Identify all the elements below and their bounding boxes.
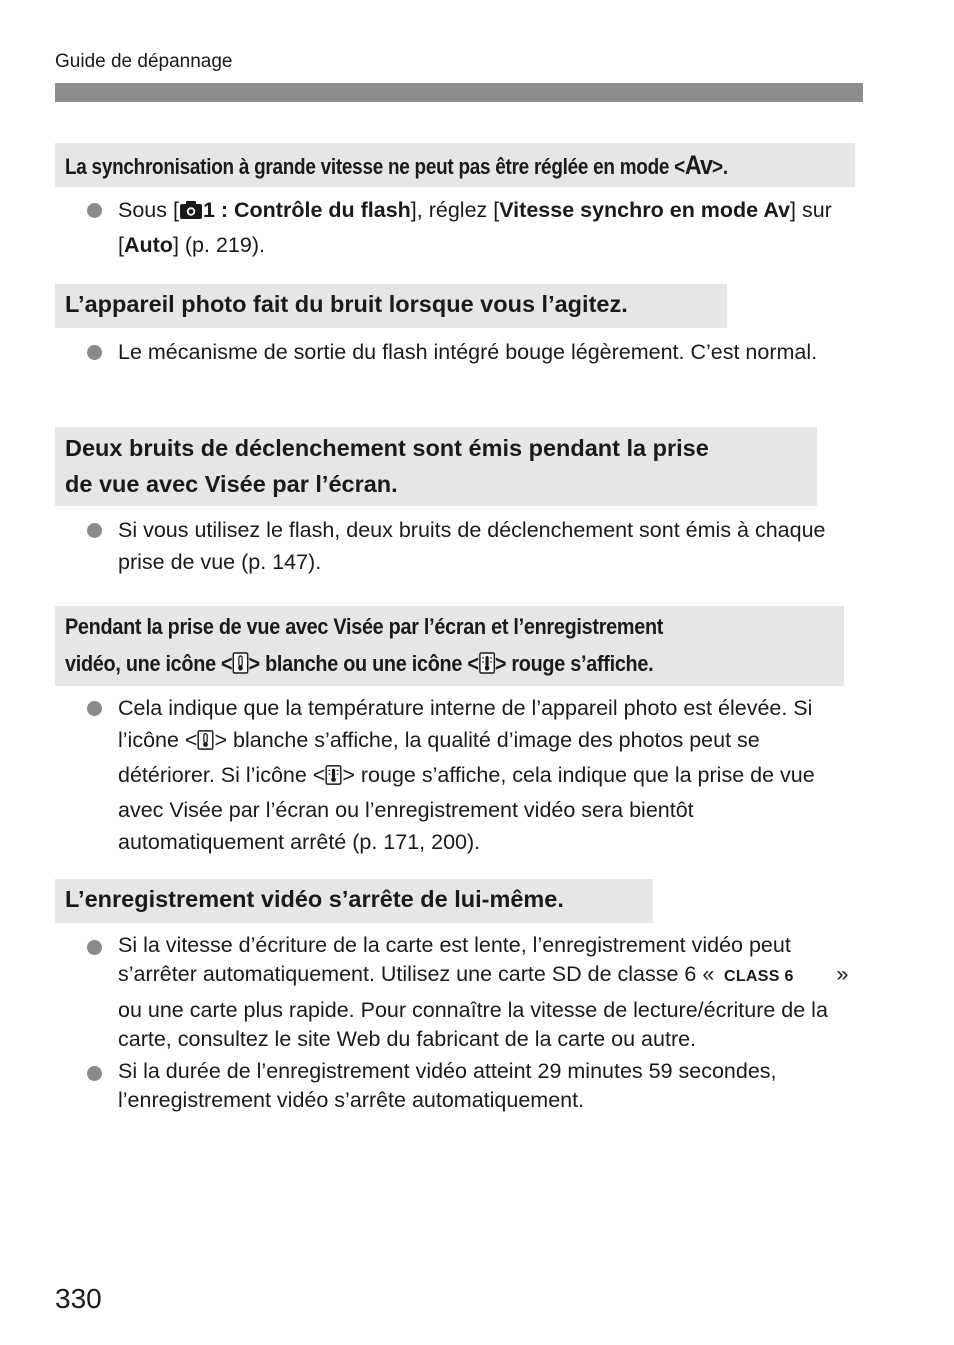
section1-heading-end: >. [712, 154, 728, 179]
list-item [86, 194, 861, 261]
bullet-icon [87, 203, 102, 218]
bullet-icon [87, 940, 102, 955]
bullet-icon [87, 523, 102, 538]
bullet-icon [87, 1066, 102, 1081]
section3-heading-line2: de vue avec Visée par l’écran. [65, 471, 398, 497]
temperature-warning-white-icon [197, 727, 214, 759]
section2-heading [55, 284, 727, 328]
section3-heading [55, 427, 817, 506]
list-item [86, 514, 861, 578]
av-mode-icon: Av [684, 150, 713, 180]
section3-list [86, 514, 861, 578]
bullet-icon [87, 701, 102, 716]
temperature-warning-red-icon [479, 648, 495, 685]
text-run: Si la durée de l’enregistrement vidéo atteint 29 minutes 59 secondes, l’enregistrement vidéo s’arrête automatiquement. [118, 1059, 777, 1112]
sd-class-logo-text: CLASS 6 [724, 968, 794, 985]
text-run: vidéo, une icône < [65, 651, 233, 676]
text-run: Cela indique que la température interne de l’appareil photo est élevée. Si l’icône < [118, 696, 813, 752]
text-run: > rouge s’affiche, cela indique que la prise de vue avec Visée par l’écran ou l’enregistrement vidéo sera bientôt automatiquement arrêté (p. 171, 200). [118, 763, 815, 854]
text-run: » ou une carte plus rapide. Pour connaître la vitesse de lecture/écriture de la carte, consultez le site Web du fabricant de la carte ou autre. [118, 962, 849, 1051]
list-item [86, 1057, 861, 1115]
text-run: > blanche s’affiche, la qualité d’image des photos peut se détériorer. Si l’icône < [118, 728, 760, 787]
text-run: Le mécanisme de sortie du flash intégré bouge légèrement. C’est normal. [118, 340, 818, 364]
text-run: Si la vitesse d’écriture de la carte est lente, l’enregistrement vidéo peut s’arrêter automatiquement. Utilisez une carte SD de classe 6 « [118, 933, 791, 986]
temperature-warning-red-icon [325, 762, 342, 794]
temperature-warning-white-icon [232, 648, 248, 685]
section3-heading-line1: Deux bruits de déclenchement sont émis pendant la prise [65, 435, 709, 461]
text-run: Si vous utilisez le flash, deux bruits de déclenchement sont émis à chaque prise de vue (p. 147). [118, 518, 826, 574]
text-run: > blanche ou une icône < [248, 651, 479, 676]
text-run: ], réglez [ [410, 198, 500, 222]
camera-icon [179, 197, 203, 229]
menu-name: 1 : Contrôle du flash [202, 198, 411, 222]
text-run: ] sur [ [118, 198, 832, 257]
page-number: 330 [55, 1283, 102, 1314]
section5-heading-text: L’enregistrement vidéo s’arrête de lui-même. [65, 886, 564, 912]
section4-heading-line1: Pendant la prise de vue avec Visée par l’écran et l’enregistrement [65, 614, 664, 639]
section5-list [86, 931, 861, 1115]
running-head: Guide de dépannage [55, 51, 233, 72]
option-name: Vitesse synchro en mode Av [499, 198, 790, 222]
bullet-icon [87, 345, 102, 360]
section5-heading [55, 879, 653, 923]
sd-class-6-logo [724, 962, 828, 996]
section2-list [86, 336, 861, 368]
list-item [86, 692, 861, 858]
section1-heading [55, 143, 855, 187]
list-item [86, 931, 861, 1054]
text-run: Sous [ [118, 198, 179, 222]
section4-heading [55, 606, 844, 686]
option-value: Auto [123, 233, 173, 257]
text-run: > rouge s’affiche. [494, 651, 654, 676]
section1-heading-text: La synchronisation à grande vitesse ne peut pas être réglée en mode < [65, 154, 685, 179]
section4-heading-line2 [65, 645, 757, 685]
section1-list [86, 194, 861, 261]
header-bar [55, 83, 863, 102]
section2-heading-text: L’appareil photo fait du bruit lorsque vous l’agitez. [65, 291, 628, 317]
list-item [86, 336, 861, 368]
text-run: ] (p. 219). [172, 233, 265, 257]
section4-list [86, 692, 861, 858]
